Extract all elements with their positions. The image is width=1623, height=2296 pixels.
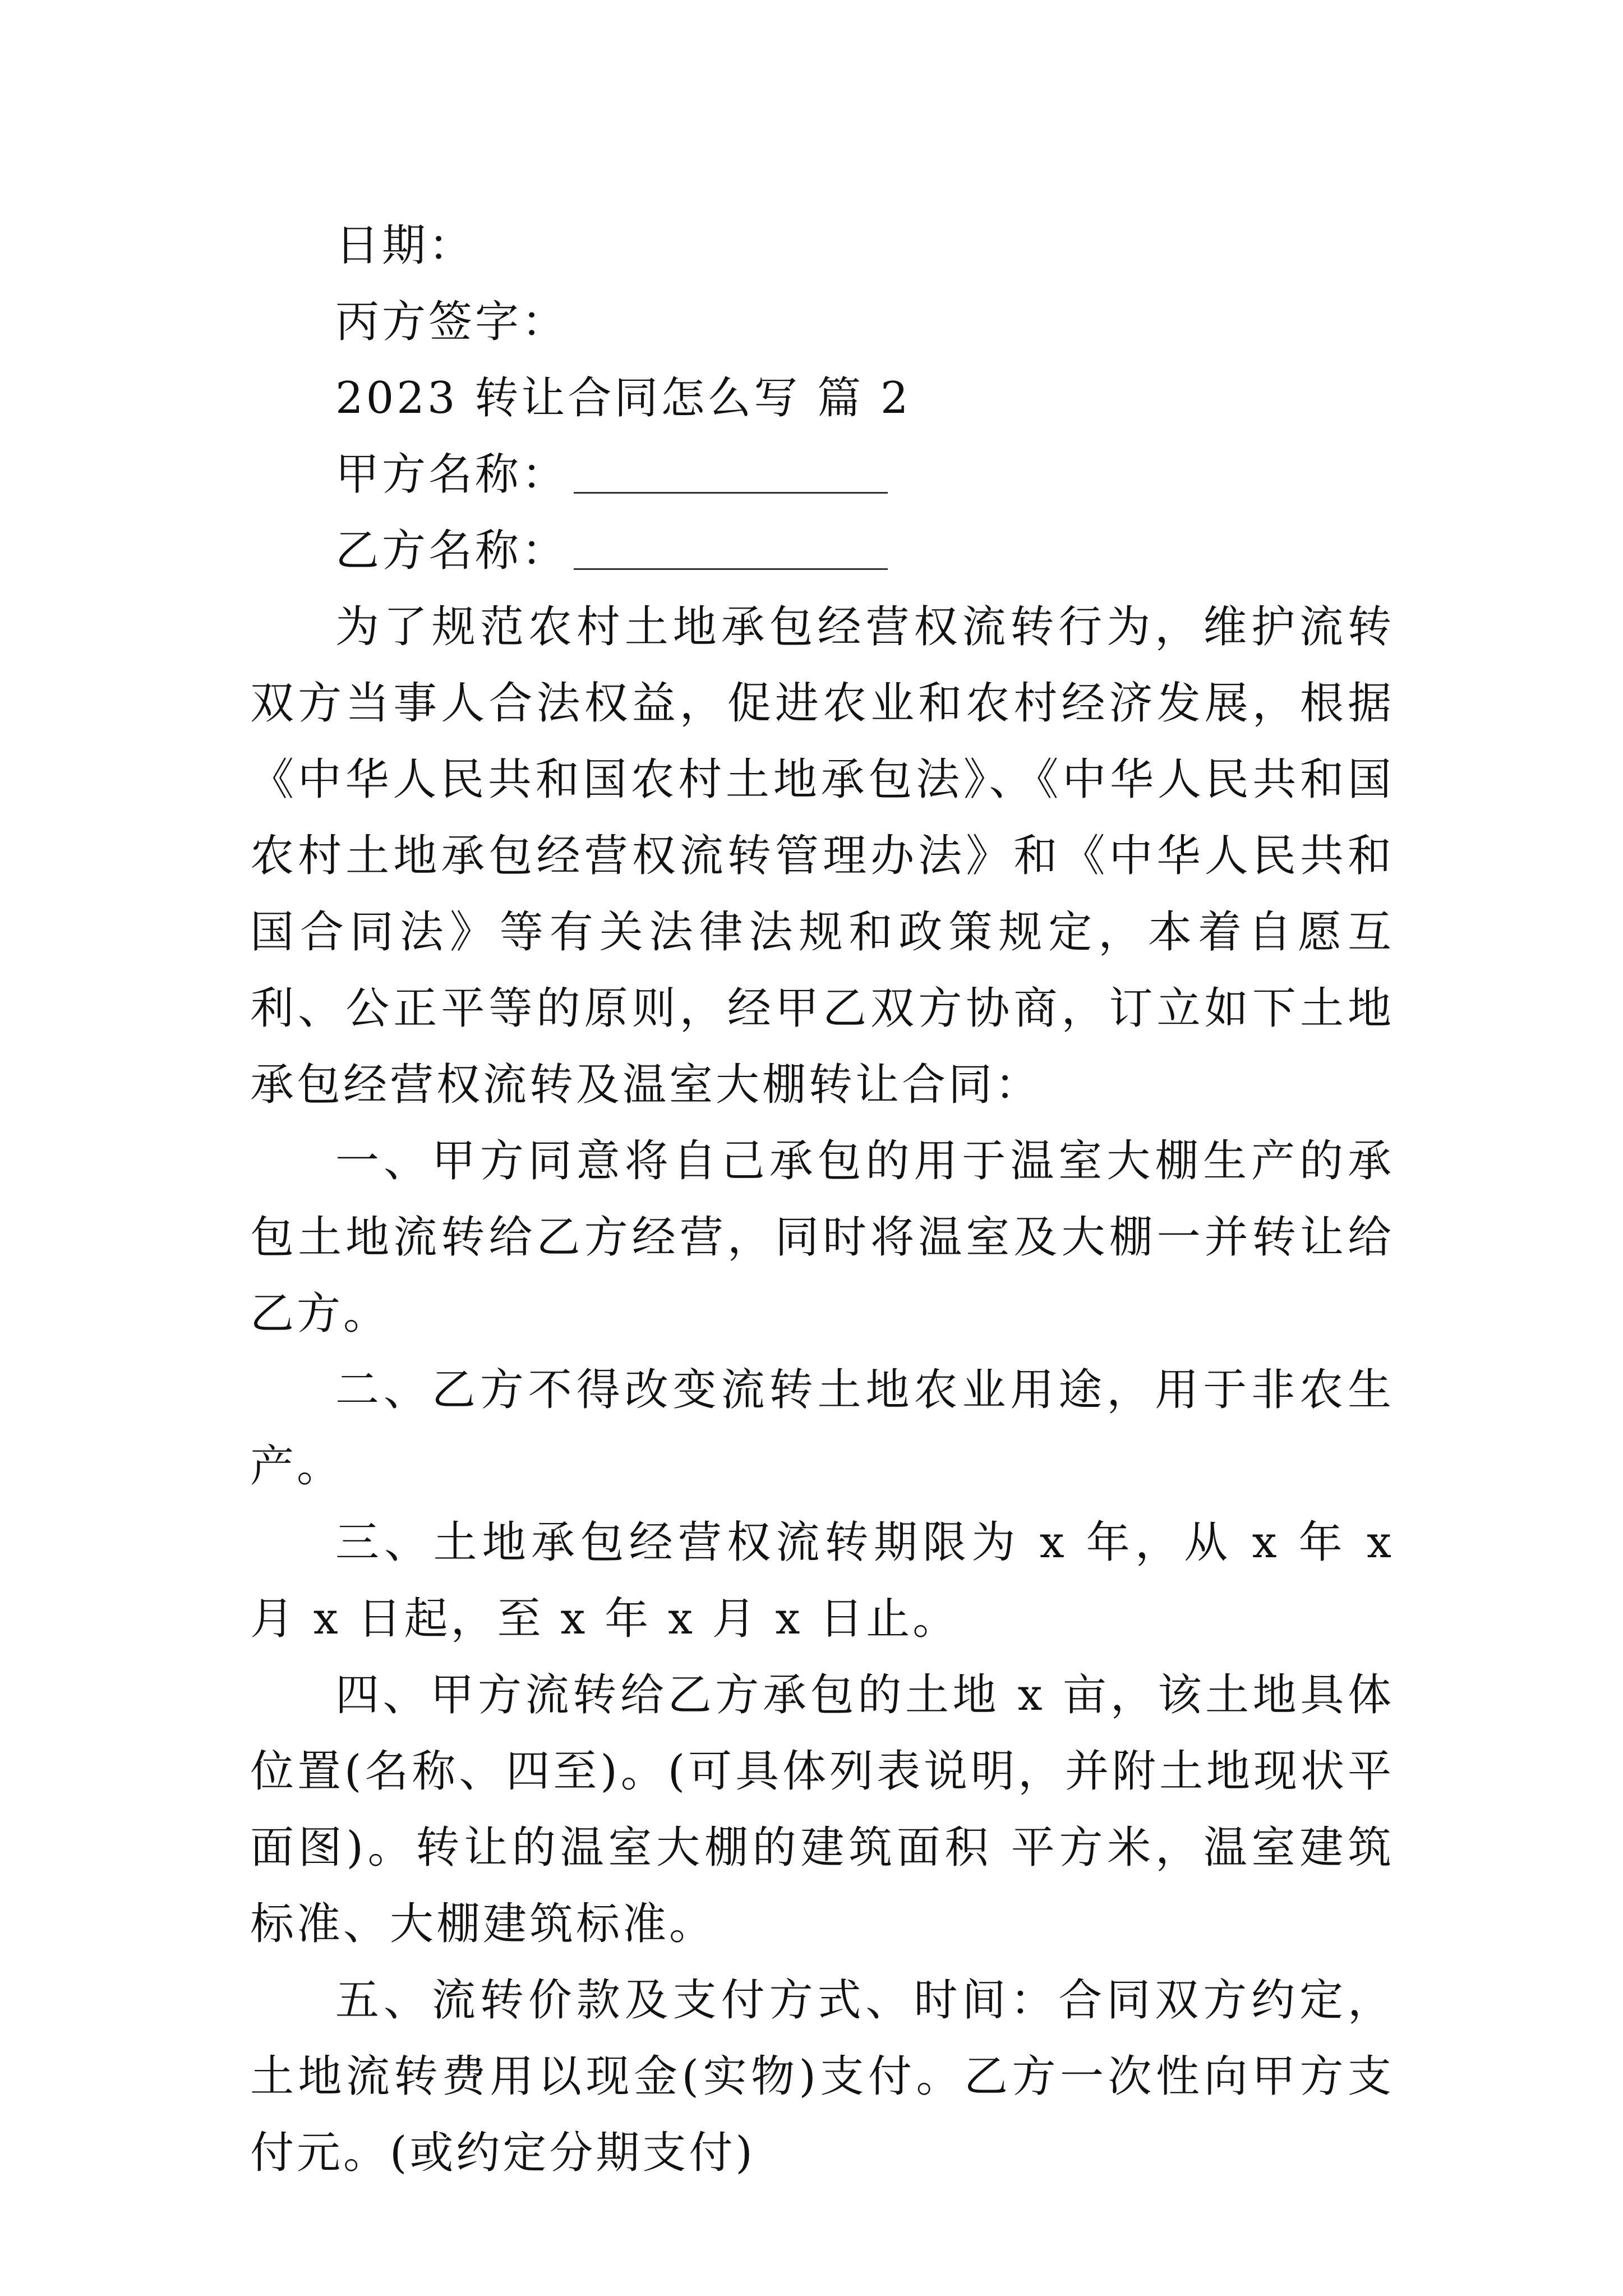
party-b-label: 乙方名称： <box>335 526 569 576</box>
party-a-name-line <box>250 436 1394 513</box>
clause-2-paragraph: 二、乙方不得改变流转土地农业用途，用于非农生产。 <box>250 1365 1394 1492</box>
party-a-label: 甲方名称： <box>335 449 569 500</box>
party-a-blank <box>574 492 888 494</box>
party-c-signature-line: 丙方签字： <box>335 297 569 347</box>
document-body <box>250 208 1394 2191</box>
section-heading: 2023 转让合同怎么写 篇 2 <box>335 373 911 424</box>
clause-4-paragraph: 四、甲方流转给乙方承包的土地 x 亩，该土地具体位置(名称、四至)。(可具体列表说明，并附土地现状平面图)。转让的温室大棚的建筑面积 平方米，温室建筑标准、大棚建筑标准。 <box>250 1670 1394 1949</box>
party-b-name-line <box>250 513 1394 589</box>
date-line: 日期： <box>335 220 476 271</box>
clause-1-paragraph: 一、甲方同意将自己承包的用于温室大棚生产的承包土地流转给乙方经营，同时将温室及大棚一并转让给乙方。 <box>250 1136 1394 1339</box>
clause-5-paragraph: 五、流转价款及支付方式、时间：合同双方约定，土地流转费用以现金(实物)支付。乙方一次性向甲方支付元。(或约定分期支付) <box>250 1975 1394 2178</box>
party-b-blank <box>574 568 888 570</box>
preamble-paragraph: 为了规范农村土地承包经营权流转行为，维护流转双方当事人合法权益，促进农业和农村经济发展，根据《中华人民共和国农村土地承包法》、《中华人民共和国农村土地承包经营权流转管理办法》和《中华人民共和国合同法》等有关法律法规和政策规定，本着自愿互利、公正平等的原则，经甲乙双方协商，订立如下土地承包经营权流转及温室大棚转让合同： <box>250 602 1394 1110</box>
clause-3-paragraph: 三、土地承包经营权流转期限为 x 年，从 x 年 x 月 x 日起，至 x 年 x 月 x 日止。 <box>250 1517 1394 1644</box>
